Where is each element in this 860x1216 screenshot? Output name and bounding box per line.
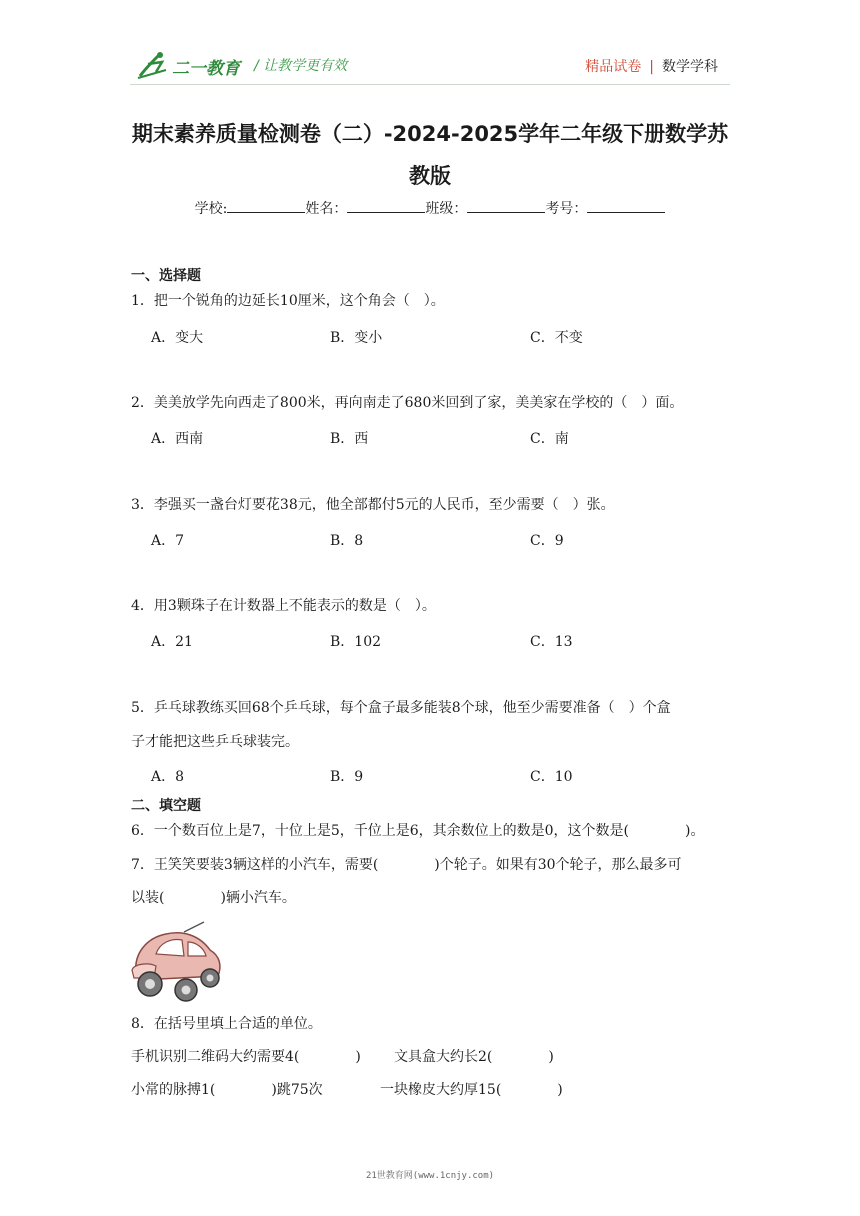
q5-option-c[interactable]: C．10 — [530, 769, 573, 785]
q4-option-b[interactable]: B．102 — [330, 634, 382, 650]
q1-option-a[interactable]: A．变大 — [151, 330, 204, 346]
tag-divider: | — [649, 59, 654, 75]
section-fill-heading: 二、填空题 — [131, 798, 201, 814]
question-4: 4．用3颗珠子在计数器上不能表示的数是（ ）。 — [131, 598, 436, 614]
number-blank[interactable] — [587, 200, 665, 213]
name-blank[interactable] — [347, 200, 425, 213]
brand-slogan: / 让教学更有效 — [254, 58, 348, 74]
q8-item-4: 一块橡皮大约厚15( ) — [380, 1082, 563, 1098]
question-2: 2．美美放学先向西走了800米，再向南走了680米回到了家，美美家在学校的（ ）面。 — [131, 395, 684, 411]
q3-option-c[interactable]: C．9 — [530, 533, 564, 549]
number-label: 考号： — [545, 201, 588, 217]
q4-option-c[interactable]: C．13 — [530, 634, 573, 650]
subject-label: 数学学科 — [662, 59, 718, 75]
q2-option-c[interactable]: C．南 — [530, 431, 569, 447]
class-label: 班级： — [425, 201, 468, 217]
q8-item-1: 手机识别二维码大约需要4( ) — [131, 1049, 361, 1065]
toy-car-illustration — [126, 920, 226, 1002]
question-1: 1．把一个锐角的边延长10厘米，这个角会（ ）。 — [131, 293, 445, 309]
q3-option-a[interactable]: A．7 — [151, 533, 185, 549]
q4-option-a[interactable]: A．21 — [151, 634, 193, 650]
page-title-line1: 期末素养质量检测卷（二）-2024-2025学年二年级下册数学苏 — [131, 122, 729, 146]
q5-option-a[interactable]: A．8 — [151, 769, 185, 785]
tag-label: 精品试卷 — [585, 59, 642, 75]
q2-option-a[interactable]: A．西南 — [151, 431, 204, 447]
q1-option-b[interactable]: B．变小 — [330, 330, 383, 346]
header-divider — [130, 84, 730, 85]
question-6: 6．一个数百位上是7，十位上是5，千位上是6，其余数位上的数是0，这个数是( )。 — [131, 823, 705, 839]
question-7-line1: 7．王笑笑要装3辆这样的小汽车，需要( )个轮子。如果有30个轮子，那么最多可 — [131, 857, 682, 873]
page-footer: 21世教育网(www.1cnjy.com) — [365, 1171, 495, 1181]
header-tags — [585, 56, 718, 76]
section-choice-heading: 一、选择题 — [131, 268, 201, 284]
question-7-line2: 以装( )辆小汽车。 — [131, 890, 296, 906]
school-blank[interactable] — [227, 200, 305, 213]
brand-name: 二一教育 — [172, 59, 240, 79]
school-label: 学校: — [194, 201, 228, 217]
question-5-line1: 5．乒乓球教练买回68个乒乓球，每个盒子最多能装8个球，他至少需要准备（ ）个盒 — [131, 700, 671, 716]
page-title-line2: 教版 — [409, 164, 451, 188]
q5-option-b[interactable]: B．9 — [330, 769, 364, 785]
q3-option-b[interactable]: B．8 — [330, 533, 364, 549]
student-info — [120, 198, 740, 218]
class-blank[interactable] — [467, 200, 545, 213]
question-8: 8．在括号里填上合适的单位。 — [131, 1016, 322, 1032]
q2-option-b[interactable]: B．西 — [330, 431, 369, 447]
name-label: 姓名： — [305, 201, 348, 217]
q8-item-3: 小常的脉搏1( )跳75次 — [131, 1082, 323, 1098]
question-5-line2: 子才能把这些乒乓球装完。 — [131, 734, 299, 750]
question-3: 3．李强买一盏台灯要花38元，他全部都付5元的人民币，至少需要（ ）张。 — [131, 497, 615, 513]
q1-option-c[interactable]: C．不变 — [530, 330, 583, 346]
q8-item-2: 文具盒大约长2( ) — [394, 1049, 554, 1065]
